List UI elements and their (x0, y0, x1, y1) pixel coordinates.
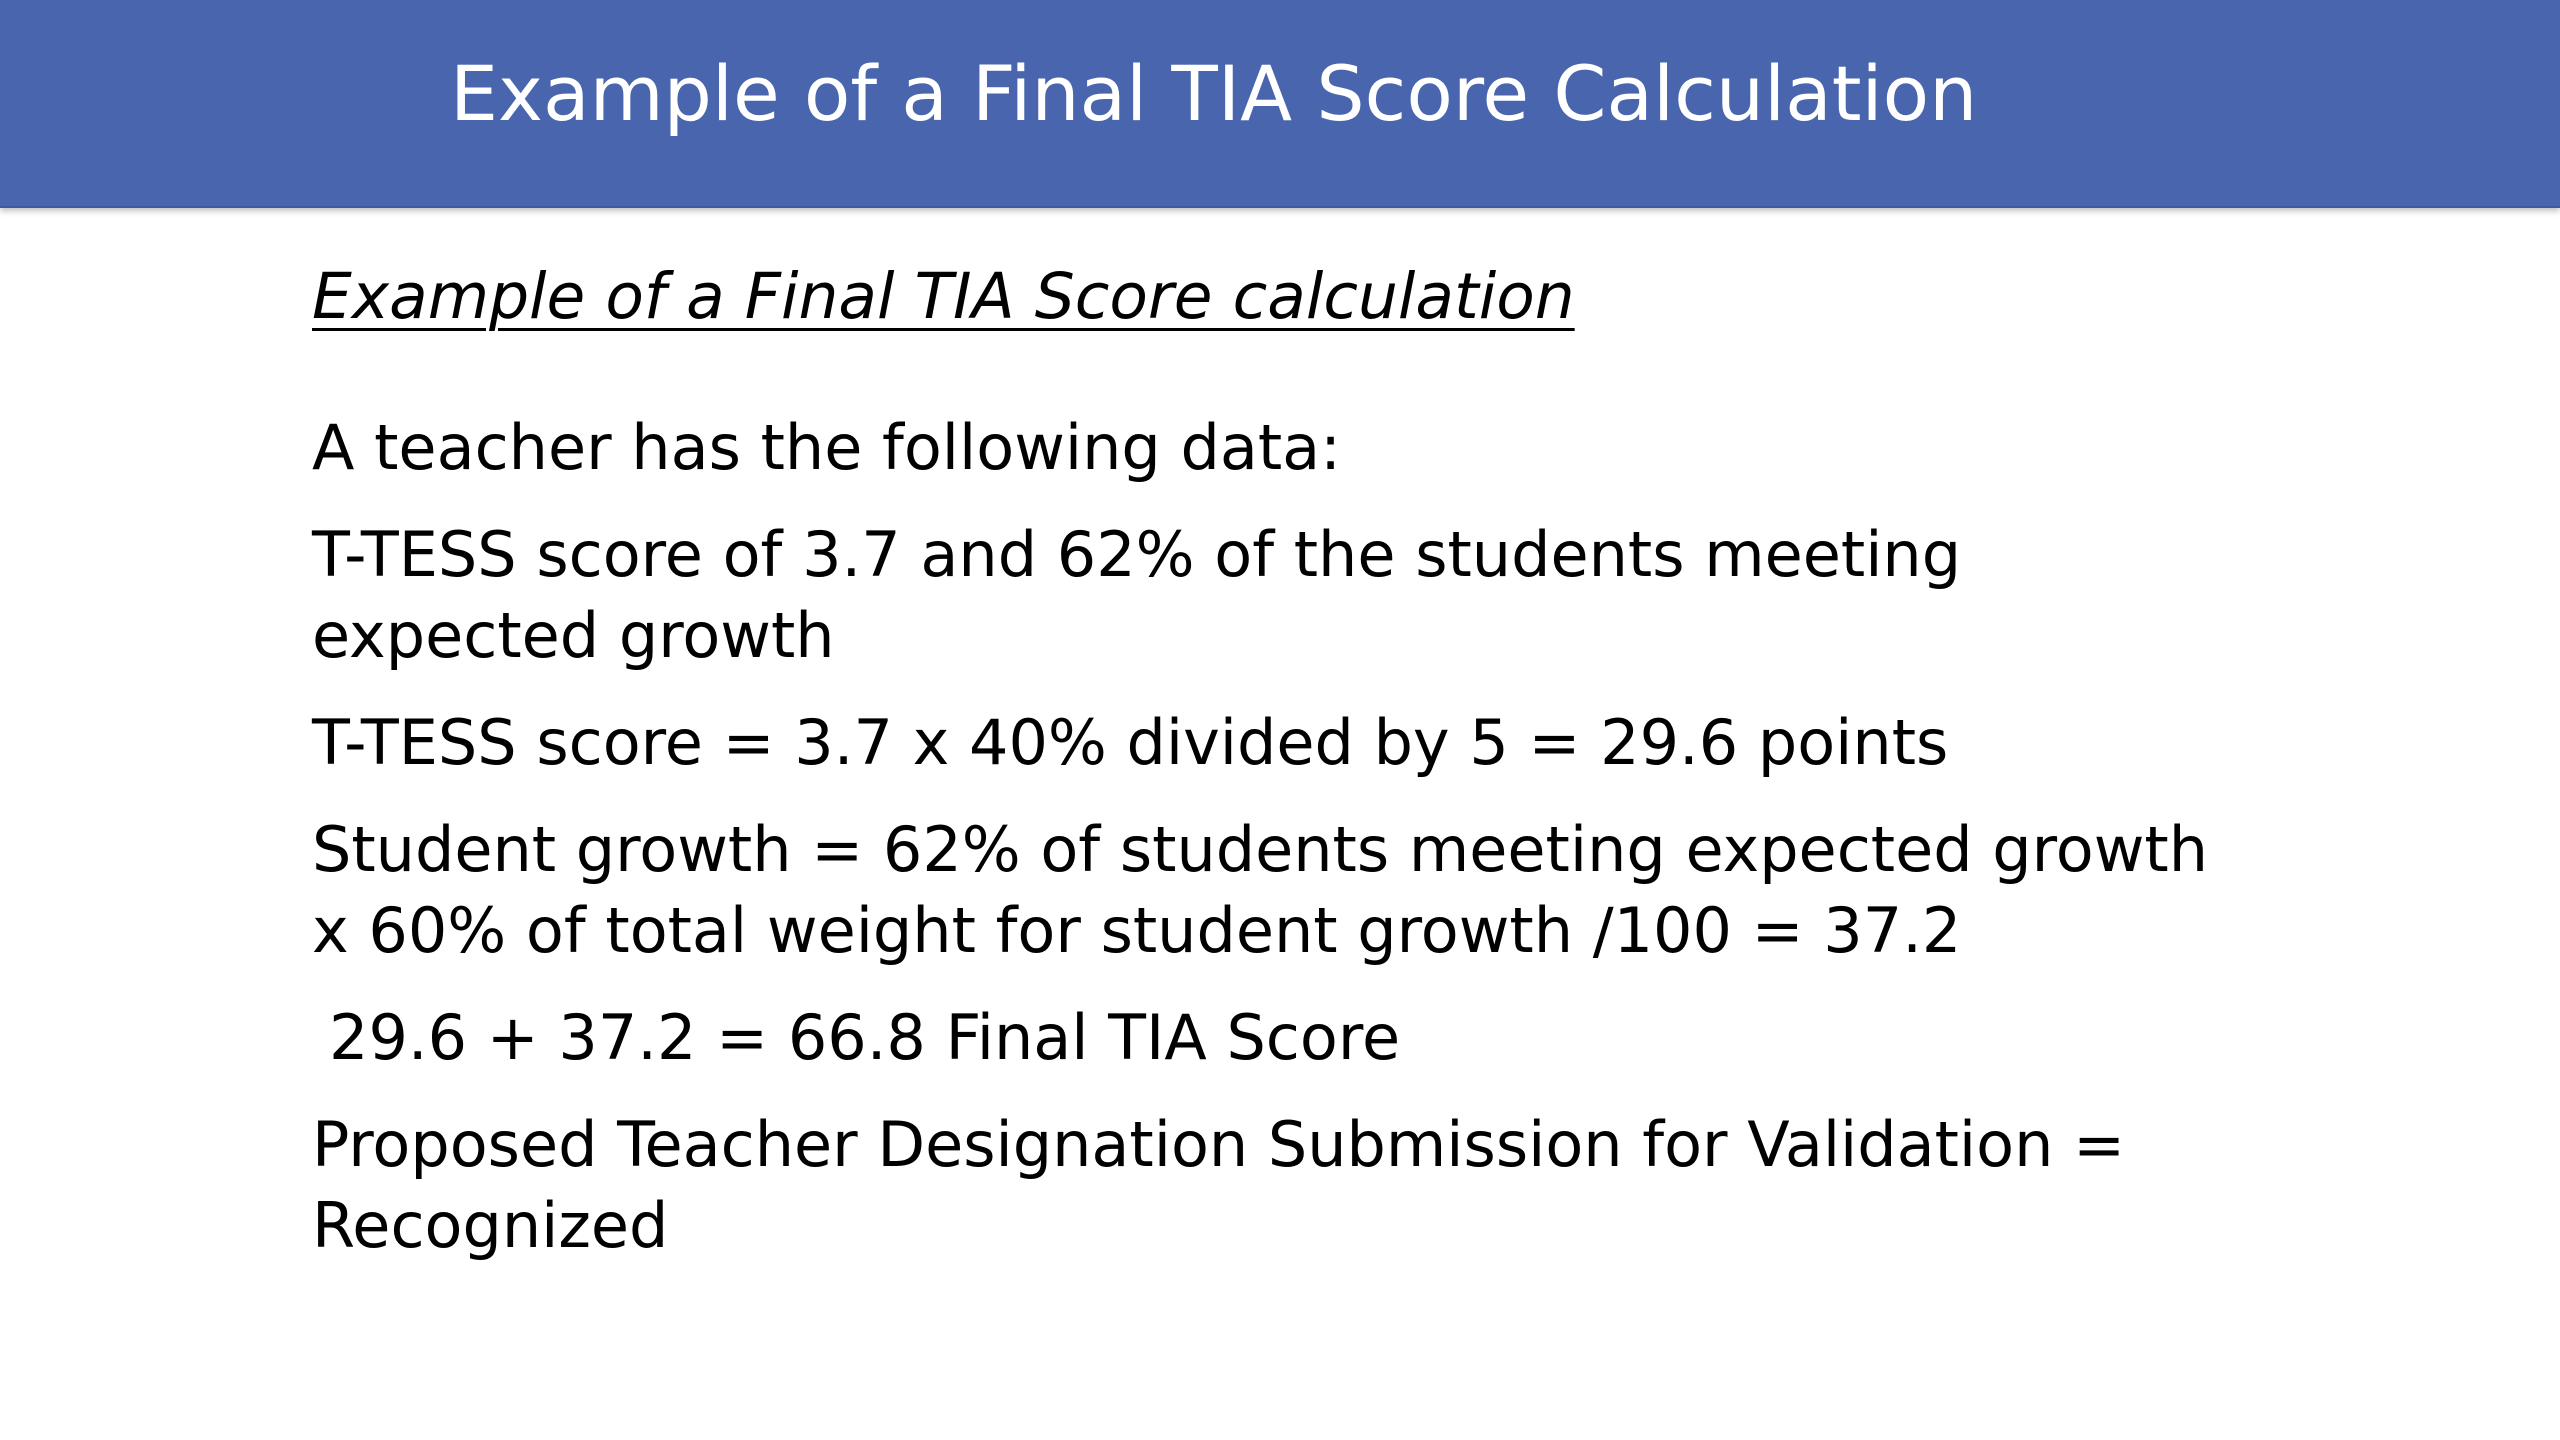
slide-title: Example of a Final TIA Score Calculation (450, 49, 1978, 138)
ttess-calculation-line: T-TESS score = 3.7 x 40% divided by 5 = 29.6 points (312, 705, 1949, 779)
designation-line: Proposed Teacher Designation Submission for Validation = Recognized (312, 1107, 2126, 1262)
section-heading: Example of a Final TIA Score calculation (312, 260, 1575, 333)
student-growth-line: Student growth = 62% of students meeting expected growth x 60% of total weight for student growth /100 = 37.2 (312, 812, 2209, 967)
title-bar (0, 0, 2560, 208)
slide-content (312, 258, 2262, 1292)
data-line: T-TESS score of 3.7 and 62% of the students meeting expected growth (312, 517, 1962, 672)
final-score-line: 29.6 + 37.2 = 66.8 Final TIA Score (329, 1000, 1401, 1074)
intro-line: A teacher has the following data: (312, 410, 1342, 484)
